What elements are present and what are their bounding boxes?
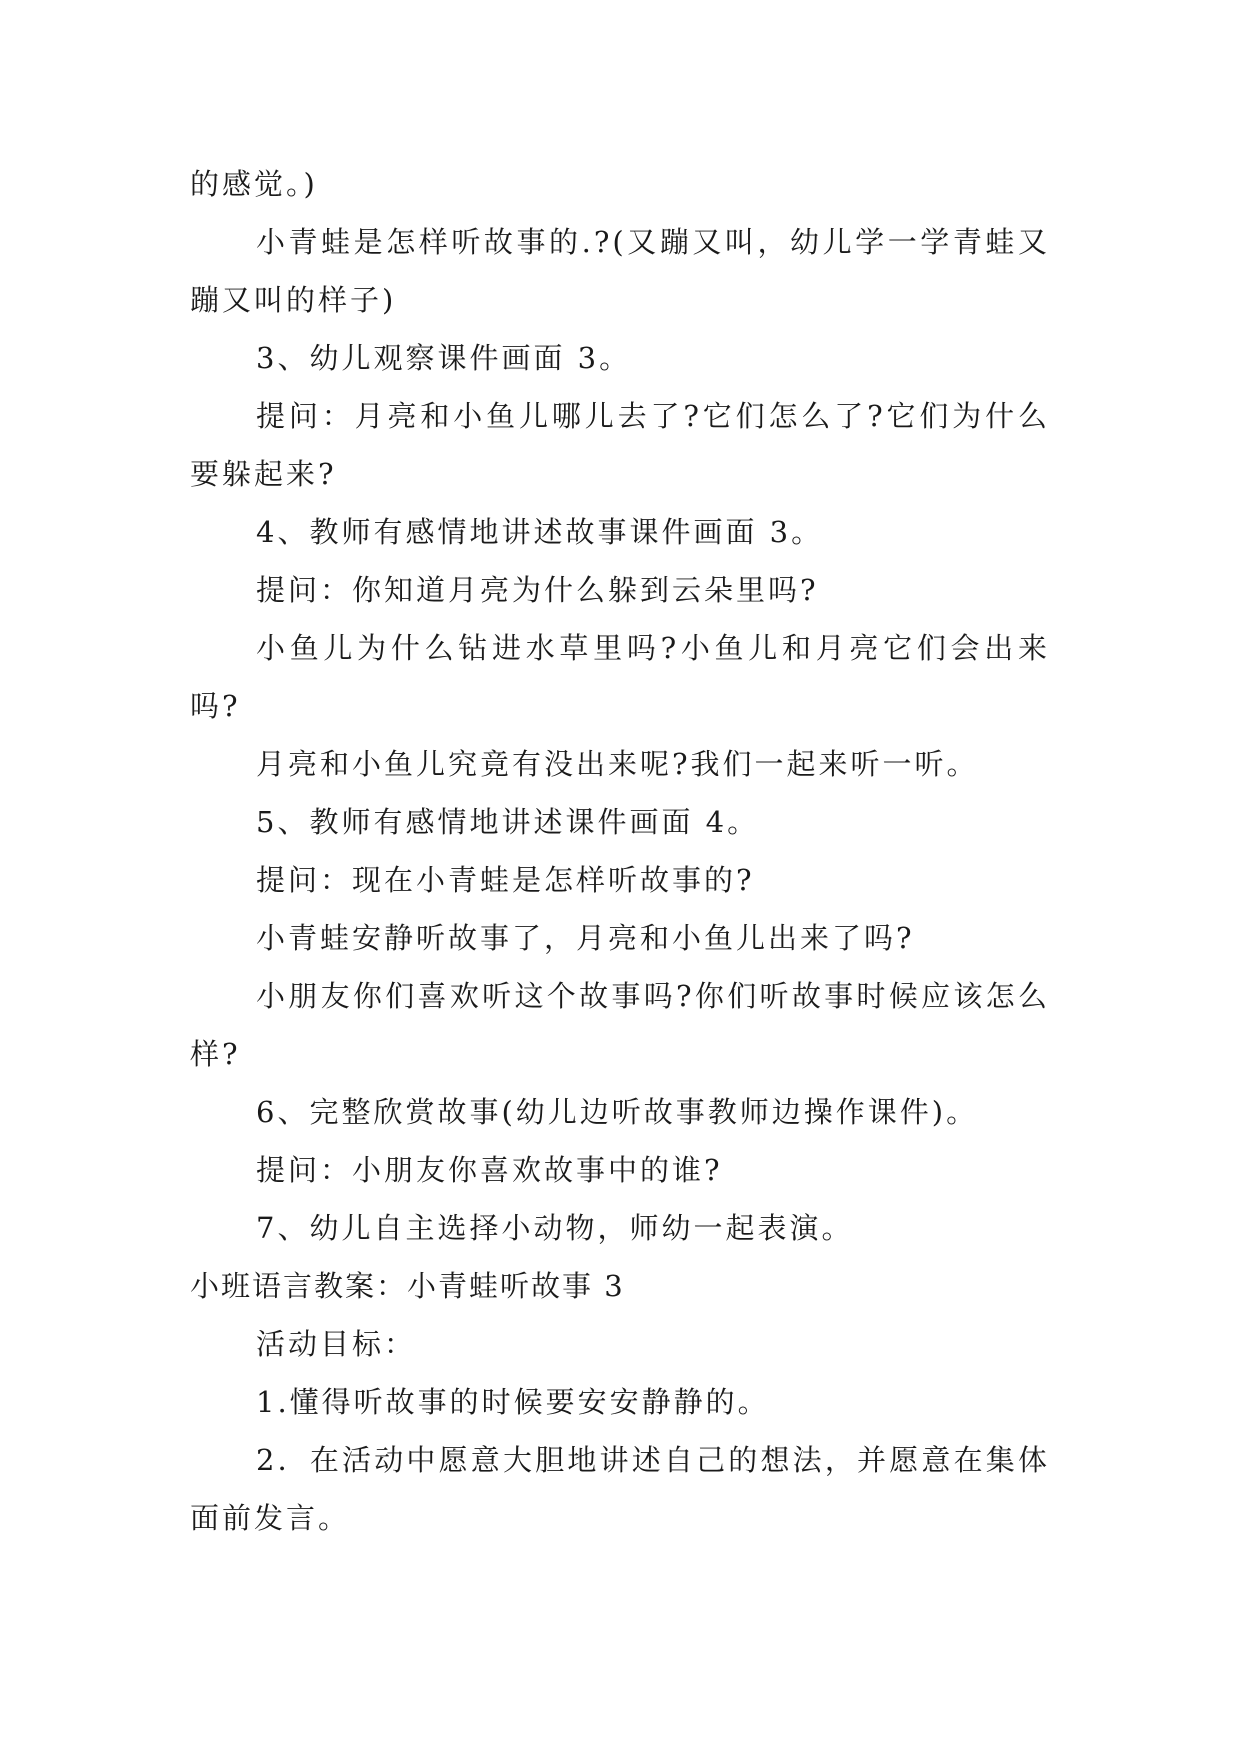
paragraph: 提问：月亮和小鱼儿哪儿去了?它们怎么了?它们为什么要躲起来? bbox=[190, 399, 1050, 491]
paragraph: 2．在活动中愿意大胆地讲述自己的想法，并愿意在集体面前发言。 bbox=[190, 1443, 1050, 1535]
paragraph: 提问：你知道月亮为什么躲到云朵里吗? bbox=[256, 573, 819, 607]
paragraph: 5、教师有感情地讲述课件画面 4。 bbox=[256, 805, 760, 839]
paragraph: 月亮和小鱼儿究竟有没出来呢?我们一起来听一听。 bbox=[256, 747, 979, 781]
paragraph: 小朋友你们喜欢听这个故事吗?你们听故事时候应该怎么样? bbox=[190, 979, 1050, 1071]
paragraph: 活动目标： bbox=[256, 1327, 417, 1361]
paragraph: 小鱼儿为什么钻进水草里吗?小鱼儿和月亮它们会出来吗? bbox=[190, 631, 1050, 723]
paragraph: 的感觉。) bbox=[190, 167, 318, 201]
paragraph: 6、完整欣赏故事(幼儿边听故事教师边操作课件)。 bbox=[256, 1095, 979, 1129]
paragraph: 7、幼儿自主选择小动物，师幼一起表演。 bbox=[256, 1211, 854, 1245]
paragraph: 小青蛙是怎样听故事的.?(又蹦又叫，幼儿学一学青蛙又蹦又叫的样子) bbox=[190, 225, 1050, 317]
paragraph: 提问：小朋友你喜欢故事中的谁? bbox=[256, 1153, 723, 1187]
paragraph: 4、教师有感情地讲述故事课件画面 3。 bbox=[256, 515, 824, 549]
paragraph: 小青蛙安静听故事了，月亮和小鱼儿出来了吗? bbox=[256, 921, 915, 955]
paragraph: 3、幼儿观察课件画面 3。 bbox=[256, 341, 632, 375]
paragraph: 提问：现在小青蛙是怎样听故事的? bbox=[256, 863, 755, 897]
section-heading: 小班语言教案：小青蛙听故事 3 bbox=[190, 1269, 625, 1303]
document-body bbox=[190, 155, 1050, 1547]
paragraph: 1.懂得听故事的时候要安安静静的。 bbox=[256, 1385, 770, 1419]
